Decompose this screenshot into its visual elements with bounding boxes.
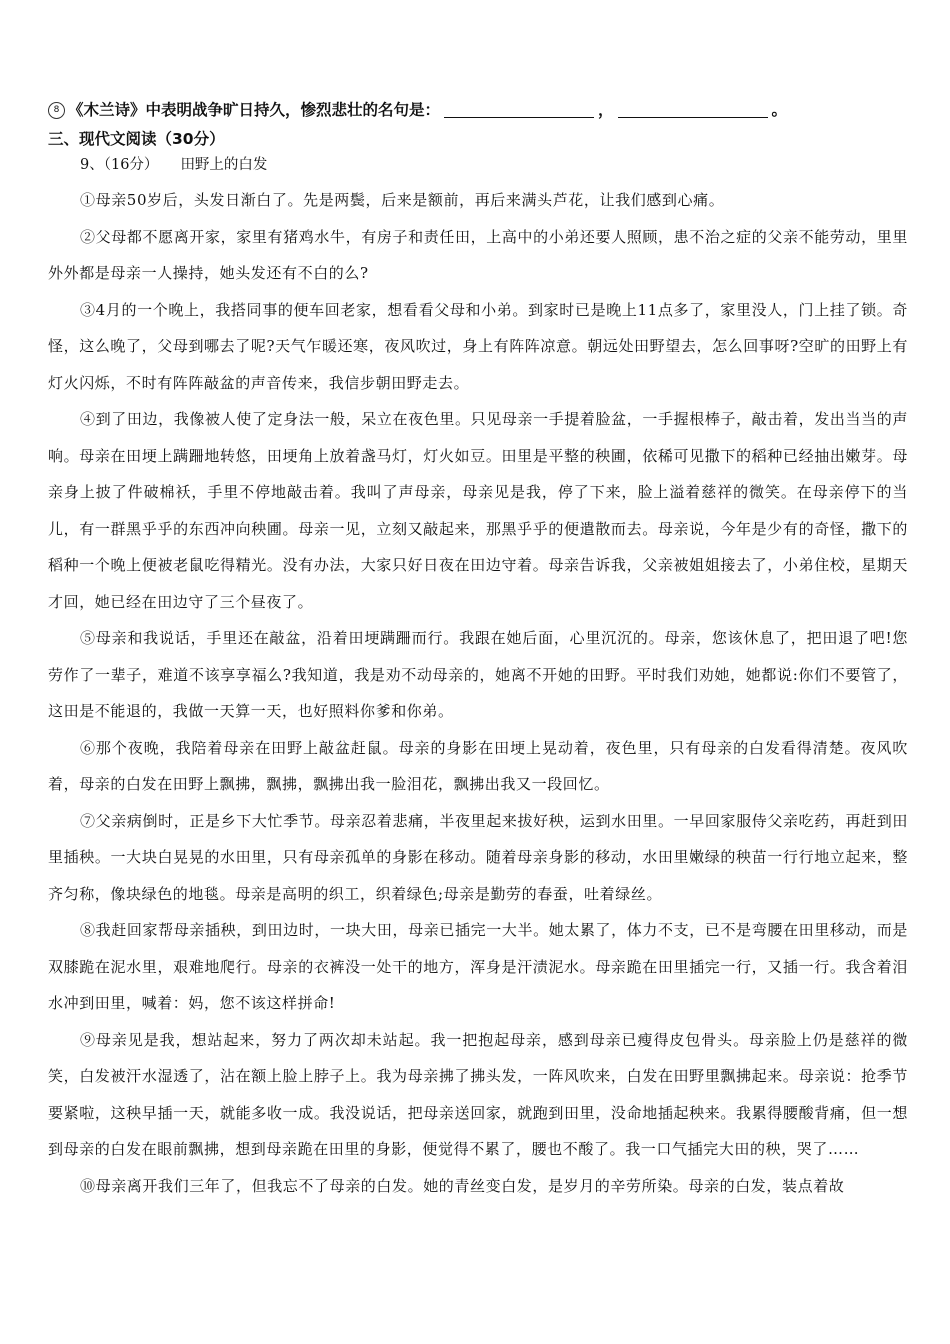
passage-paragraph: ①母亲50岁后，头发日渐白了。先是两鬓，后来是额前，再后来满头芦花，让我们感到心痛。: [80, 191, 725, 209]
passage-paragraph: ⑧我赶回家帮母亲插秧，到田边时，一块大田，母亲已插完一大半。她太累了，体力不支，已不是弯腰在田里移动，而是双膝跪在泥水里，艰难地爬行。母亲的衣裤没一处干的地方，浑身是汗渍泥水。母亲跪在田里插完一行，又插一行。我含着泪水冲到田里，喊着：妈，您不该这样拼命!: [48, 921, 908, 1012]
passage-paragraph: ②父母都不愿离开家，家里有猪鸡水牛，有房子和责任田，上高中的小弟还要人照顾，患不治之症的父亲不能劳动，里里外外都是母亲一人操持，她头发还有不白的么?: [48, 227, 908, 282]
question-9-label: 9、（16分）: [80, 157, 159, 173]
passage-paragraph: ⑩母亲离开我们三年了，但我忘不了母亲的白发。她的青丝变白发，是岁月的辛劳所染。母亲的白发，装点着故: [80, 1176, 845, 1195]
question-8-end: 。: [771, 101, 788, 119]
passage-body: [48, 182, 908, 1204]
question-8-text: 《木兰诗》中表明战争旷日持久，惨烈悲壮的名句是：: [68, 101, 441, 119]
question-9-heading: [48, 152, 908, 178]
passage-paragraph: ⑦父亲病倒时，正是乡下大忙季节。母亲忍着悲痛，半夜里起来拔好秧，运到水田里。一早回家服侍父亲吃药，再赶到田里插秧。一大块白晃晃的水田里，只有母亲孤单的身影在移动。随着母亲身影的移动，水田里嫩绿的秧苗一行行地立起来，整齐匀称，像块绿色的地毯。母亲是高明的织工，织着绿色;母亲是勤劳的春蚕，吐着绿丝。: [48, 811, 908, 903]
question-8: [48, 96, 908, 124]
answer-blank-1[interactable]: [444, 103, 594, 118]
passage-paragraph: ③4月的一个晚上，我搭同事的便车回老家，想看看父母和小弟。到家时已是晚上11点多了，家里没人，门上挂了锁。奇怪，这么晚了，父母到哪去了呢?天气乍暖还寒，夜风吹过，身上有阵阵凉意。朝远处田野望去，怎么回事呀?空旷的田野上有灯火闪烁，不时有阵阵敲盆的声音传来，我信步朝田野走去。: [48, 300, 908, 392]
passage-paragraph: ⑨母亲见是我，想站起来，努力了两次却未站起。我一把抱起母亲，感到母亲已瘦得皮包骨头。母亲脸上仍是慈祥的微笑，白发被汗水湿透了，沾在额上脸上脖子上。我为母亲拂了拂头发，一阵风吹来，白发在田野里飘拂起来。母亲说：抢季节要紧啦，这秧早插一天，就能多收一成。我没说话，把母亲送回家，就跑到田里，没命地插起秧来。我累得腰酸背痛，但一想到母亲的白发在眼前飘拂，想到母亲跪在田里的身影，便觉得不累了，腰也不酸了。我一口气插完大田的秧，哭了……: [48, 1030, 908, 1158]
passage-paragraph: ⑥那个夜晚，我陪着母亲在田野上敲盆赶鼠。母亲的身影在田埂上晃动着，夜色里，只有母亲的白发看得清楚。夜风吹着，母亲的白发在田野上飘拂，飘拂，飘拂出我一脸泪花，飘拂出我又一段回忆。: [48, 738, 908, 793]
question-number-badge: 8: [48, 102, 65, 119]
answer-blank-2[interactable]: [618, 103, 768, 118]
section-title: 三、现代文阅读（30分）: [48, 130, 225, 148]
passage-paragraph: ⑤母亲和我说话，手里还在敲盆，沿着田埂蹒跚而行。我跟在她后面，心里沉沉的。母亲，您该休息了，把田退了吧!您劳作了一辈子，难道不该享享福么?我知道，我是劝不动母亲的，她离不开她的田野。平时我们劝她，她都说:你们不要管了，这田是不能退的，我做一天算一天，也好照料你爹和你弟。: [48, 629, 908, 720]
passage-paragraph: ④到了田边，我像被人使了定身法一般，呆立在夜色里。只见母亲一手提着脸盆，一手握根棒子，敲击着，发出当当的声响。母亲在田埂上蹒跚地转悠，田埂角上放着盏马灯，灯火如豆。田里是平整的秧圃，依稀可见撒下的稻种已经抽出嫩芽。母亲身上披了件破棉袄，手里不停地敲击着。我叫了声母亲，母亲见是我，停了下来，脸上溢着慈祥的微笑。在母亲停下的当儿，有一群黑乎乎的东西冲向秧圃。母亲一见，立刻又敲起来，那黑乎乎的便遣散而去。母亲说，今年是少有的奇怪，撒下的稻种一个晚上便被老鼠吃得精光。没有办法，大家只好日夜在田边守着。母亲告诉我，父亲被姐姐接去了，小弟住校，星期天才回，她已经在田边守了三个昼夜了。: [48, 410, 908, 611]
passage-title: 田野上的白发: [180, 157, 268, 173]
question-8-separator: ，: [598, 101, 614, 119]
document-page: [48, 96, 908, 1204]
